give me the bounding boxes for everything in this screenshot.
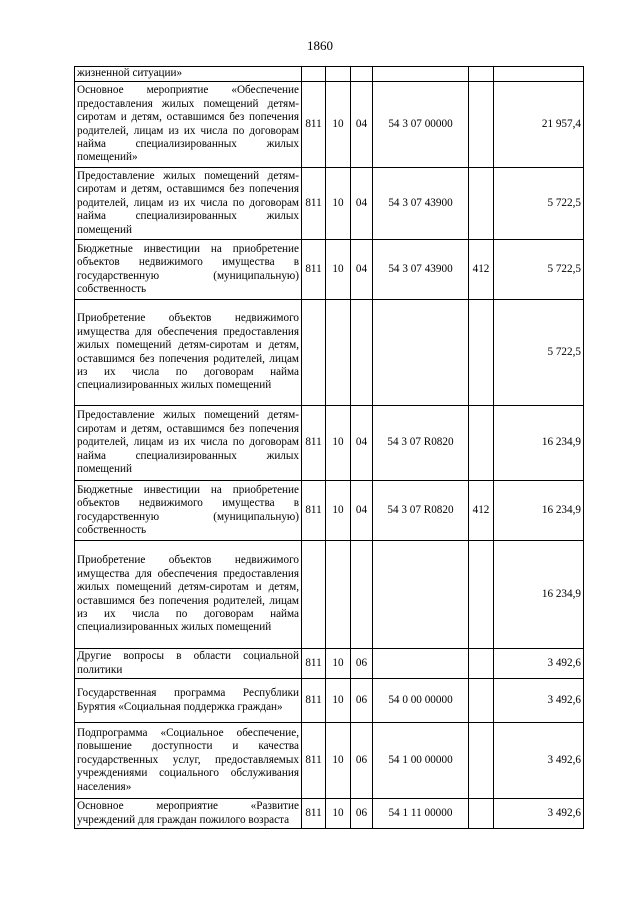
target-article-code: 54 1 11 00000 [373,799,469,829]
expense-type-code [469,799,494,829]
row-name: Приобретение объектов недвижимого имущества для обеспечения предоставления жилых помещений детям-сиротам и детям, оставшимся без попечения родителей, лицам из их числа по договорам найма специализированных жилых помещений [75,541,302,649]
subsection-code: 06 [351,649,373,679]
target-article-code [373,300,469,406]
table-row [75,240,584,300]
grbs-code: 811 [302,679,326,723]
table-row [75,300,584,406]
section-code [326,67,351,82]
section-code: 10 [326,406,351,481]
amount: 21 957,4 [494,82,584,168]
subsection-code: 04 [351,406,373,481]
table-row [75,82,584,168]
expense-type-code [469,679,494,723]
table-row [75,799,584,829]
subsection-code: 04 [351,168,373,240]
row-name: Приобретение объектов недвижимого имущества для обеспечения предоставления жилых помещений детям-сиротам и детям, оставшимся без попечения родителей, лицам из их числа по договорам найма специализированных жилых помещений [75,300,302,406]
expense-type-code [469,168,494,240]
subsection-code: 04 [351,481,373,541]
target-article-code: 54 0 00 00000 [373,679,469,723]
row-name: Подпрограмма «Социальное обеспечение, повышение доступности и качества государственных услуг, предоставляемых учреждениями социального обслуживания населения» [75,723,302,799]
table-row [75,67,584,82]
table-row [75,679,584,723]
expense-type-code: 412 [469,240,494,300]
target-article-code [373,541,469,649]
amount: 5 722,5 [494,168,584,240]
expense-type-code [469,300,494,406]
budget-table [74,66,584,829]
grbs-code [302,67,326,82]
grbs-code: 811 [302,723,326,799]
section-code: 10 [326,240,351,300]
target-article-code: 54 3 07 R0820 [373,406,469,481]
expense-type-code [469,67,494,82]
row-name: Предоставление жилых помещений детям-сиротам и детям, оставшимся без попечения родителей, лицам из их числа по договорам найма специализированных жилых помещений [75,168,302,240]
grbs-code: 811 [302,406,326,481]
grbs-code: 811 [302,240,326,300]
grbs-code: 811 [302,168,326,240]
amount [494,67,584,82]
subsection-code [351,300,373,406]
grbs-code [302,300,326,406]
section-code [326,541,351,649]
section-code: 10 [326,723,351,799]
section-code: 10 [326,679,351,723]
section-code: 10 [326,168,351,240]
row-name: жизненной ситуации» [75,67,302,82]
table-row [75,168,584,240]
target-article-code: 54 3 07 43900 [373,168,469,240]
target-article-code: 54 3 07 43900 [373,240,469,300]
subsection-code: 06 [351,799,373,829]
subsection-code [351,67,373,82]
amount: 3 492,6 [494,679,584,723]
grbs-code: 811 [302,82,326,168]
subsection-code: 04 [351,82,373,168]
subsection-code [351,541,373,649]
amount: 3 492,6 [494,649,584,679]
subsection-code: 04 [351,240,373,300]
page-number: 1860 [307,38,333,53]
row-name: Основное мероприятие «Обеспечение предоставления жилых помещений детям-сиротам и детям, оставшимся без попечения родителей, лицам из их числа по договорам найма специализированных жилых помещений» [75,82,302,168]
section-code: 10 [326,82,351,168]
grbs-code: 811 [302,799,326,829]
amount: 16 234,9 [494,406,584,481]
amount: 5 722,5 [494,240,584,300]
target-article-code [373,649,469,679]
subsection-code: 06 [351,679,373,723]
row-name: Другие вопросы в области социальной политики [75,649,302,679]
amount: 3 492,6 [494,723,584,799]
amount: 16 234,9 [494,541,584,649]
section-code [326,300,351,406]
table-row [75,541,584,649]
target-article-code: 54 3 07 00000 [373,82,469,168]
amount: 3 492,6 [494,799,584,829]
row-name: Бюджетные инвестиции на приобретение объектов недвижимого имущества в государственную (муниципальную) собственность [75,481,302,541]
target-article-code: 54 1 00 00000 [373,723,469,799]
table-row [75,406,584,481]
grbs-code [302,541,326,649]
table-row [75,649,584,679]
table-row [75,723,584,799]
section-code: 10 [326,799,351,829]
expense-type-code [469,82,494,168]
expense-type-code [469,723,494,799]
amount: 16 234,9 [494,481,584,541]
grbs-code: 811 [302,649,326,679]
expense-type-code [469,406,494,481]
target-article-code: 54 3 07 R0820 [373,481,469,541]
row-name: Основное мероприятие «Развитие учреждений для граждан пожилого возраста [75,799,302,829]
row-name: Бюджетные инвестиции на приобретение объектов недвижимого имущества в государственную (муниципальную) собственность [75,240,302,300]
section-code: 10 [326,481,351,541]
section-code: 10 [326,649,351,679]
row-name: Предоставление жилых помещений детям-сиротам и детям, оставшимся без попечения родителей, лицам из их числа по договорам найма специализированных жилых помещений [75,406,302,481]
target-article-code [373,67,469,82]
amount: 5 722,5 [494,300,584,406]
subsection-code: 06 [351,723,373,799]
grbs-code: 811 [302,481,326,541]
expense-type-code: 412 [469,481,494,541]
table-row [75,481,584,541]
expense-type-code [469,649,494,679]
row-name: Государственная программа Республики Бурятия «Социальная поддержка граждан» [75,679,302,723]
expense-type-code [469,541,494,649]
